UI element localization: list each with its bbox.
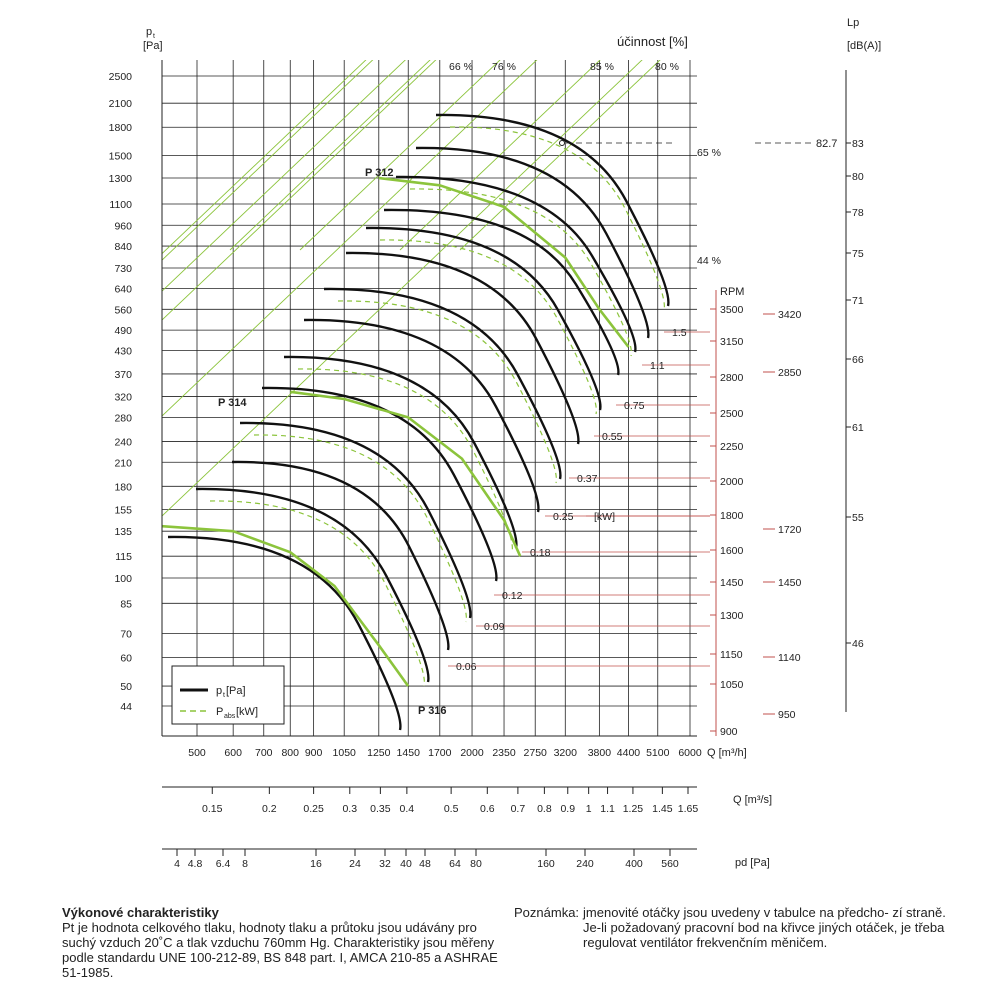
efficiency-line [100,0,900,350]
x-tick-label: 1700 [428,747,452,759]
x-tick-label: 700 [254,747,273,759]
flow-tick-label: 1.65 [677,803,699,815]
y-tick-label: 2100 [108,98,132,111]
pd-tick-label: 8 [242,858,248,870]
pd-tick-label: 560 [661,858,679,870]
efficiency-label: 44 % [697,255,721,267]
flow-tick-label: 0.7 [510,803,526,815]
y-tick-label: 135 [114,526,132,539]
power-label: 0.18 [530,547,551,559]
rpm-tick-label: 2800 [720,372,744,384]
nominal-rpm-label: 2850 [778,367,802,379]
y-tick-label: 100 [114,572,132,585]
y-axis-subscript: t [153,33,155,40]
x-tick-label: 600 [224,747,242,759]
y-tick-label: 155 [114,504,132,517]
power-label: 0.09 [484,621,505,633]
pd-tick-label: 40 [400,858,412,870]
description-title: Výkonové charakteristiky [62,905,219,920]
legend-pabs-sub: abs [224,713,236,720]
rpm-tick-label: 2250 [720,441,744,453]
note-label: Poznámka: [514,905,580,920]
y-axis-symbol: p [146,26,153,38]
y-tick-label: 490 [114,325,132,338]
rpm-tick-label: 2000 [720,476,744,488]
y-tick-label: 240 [114,436,132,449]
flow-tick-label: 0.35 [370,803,391,815]
x-tick-label: 2000 [460,747,484,759]
y-tick-label: 840 [114,241,132,254]
nominal-rpm-label: 950 [778,709,796,721]
y-tick-label: 70 [120,628,132,641]
nominal-rpm-label: 1140 [778,652,801,664]
pd-tick-label: 80 [470,858,482,870]
efficiency-line [460,0,1000,250]
pd-tick-label: 4 [174,858,180,870]
efficiency-label: 85 % [590,61,614,73]
efficiency-line [20,0,820,395]
pd-tick-label: 16 [310,858,322,870]
nominal-rpm-label: 3420 [778,309,802,321]
legend-pt-unit: [Pa] [226,685,246,697]
power-label: 1.1 [650,360,665,372]
legend-pabs-unit: [kW] [236,706,258,718]
pd-tick-label: 160 [537,858,555,870]
rpm-scale-title: RPM [720,286,745,298]
sound-tick-label: 66 [852,354,864,366]
rpm-tick-label: 1450 [720,577,744,589]
rpm-tick-label: 3150 [720,336,744,348]
pressure-curve [324,289,560,479]
flow-tick-label: 0.4 [399,803,415,815]
y-tick-label: 730 [114,262,132,275]
x-tick-label: 3200 [553,747,577,759]
power-label: 1.5 [672,327,687,339]
flow-tick-label: 1.25 [622,803,644,815]
y-tick-label: 2500 [108,71,132,83]
sound-tick-label: 75 [852,248,864,260]
pd-axis-unit: pd [Pa] [735,857,770,869]
efficiency-line [400,0,1000,250]
y-tick-label: 180 [114,481,132,494]
y-tick-label: 280 [114,412,132,425]
sound-axis-title: Lp [847,17,860,29]
efficiency-label: 80 % [655,61,679,73]
y-tick-label: 560 [114,304,132,317]
y-tick-label: 210 [114,457,132,470]
flow-tick-label: 0.2 [262,803,277,815]
y-tick-label: 115 [115,551,132,564]
note-text: jmenovité otáčky jsou uvedeny v tabulce na předcho- zí straně. Je-li požadovaný pracovní bod na křivce jiných otáček, je třeba regulovat ventilátor frekvenčním měničem. [583,905,946,950]
x-tick-label: 900 [304,747,323,759]
efficiency-label: 76 % [492,61,516,73]
pd-tick-label: 400 [625,858,643,870]
rpm-tick-label: 1800 [720,510,744,522]
rpm-tick-label: 1050 [720,679,744,691]
pressure-curves [153,115,669,730]
flow-tick-label: 0.6 [480,803,495,815]
y-tick-label: 1300 [108,172,132,185]
sound-tick-label: 80 [852,171,864,183]
reference-point [560,141,565,146]
series-label: P 314 [218,397,247,409]
sound-tick-label: 55 [852,512,864,524]
flow-tick-label: 0.8 [537,803,552,815]
power-curve [210,501,424,686]
x-tick-label: 500 [188,747,206,759]
nominal-rpm-label: 1720 [778,524,802,536]
pressure-curve [346,253,578,444]
y-tick-label: 320 [114,391,132,404]
flow-tick-label: 1.1 [600,803,615,815]
power-curve [254,435,466,622]
y-tick-label: 370 [114,368,132,381]
power-curve [338,301,556,483]
y-tick-label: 50 [120,681,132,694]
power-label: 0.37 [577,473,598,485]
x-tick-label: 1450 [396,747,420,759]
series-label: P 316 [418,705,447,717]
x-tick-label: 2750 [523,747,547,759]
pressure-curve [240,423,470,618]
rpm-tick-label: 1300 [720,610,744,622]
x-tick-label: 5100 [646,747,670,759]
x-tick-label: 6000 [678,747,702,759]
note [514,905,954,950]
sound-reference-value: 82.7 [816,138,838,150]
rpm-tick-label: 1150 [720,649,743,661]
performance-description [62,905,502,980]
legend-pabs-symbol: P [216,706,224,718]
x-tick-label: 1250 [367,747,391,759]
x-tick-label: 2350 [492,747,516,759]
rpm-tick-label: 2500 [720,408,744,420]
series-label: P 312 [365,167,394,179]
flow-tick-label: 0.5 [443,803,459,815]
x-tick-label: 1050 [332,747,356,759]
pd-tick-label: 240 [576,858,594,870]
y-tick-label: 1500 [108,150,132,163]
pressure-curve [196,489,428,682]
flow-tick-label: 0.25 [303,803,324,815]
flow-tick-label: 0.9 [560,803,576,815]
sound-tick-label: 71 [852,295,864,307]
sound-tick-label: 46 [852,638,864,650]
pd-tick-label: 64 [449,858,461,870]
flow-tick-label: 1.45 [652,803,673,815]
flow-tick-label: 1 [585,803,592,815]
power-label: 0.06 [456,661,477,673]
efficiency-line [230,0,1000,250]
flow-tick-label: 0.3 [342,803,358,815]
y-tick-label: 60 [120,652,132,665]
x-tick-label: 3800 [587,747,612,759]
power-label: 0.55 [602,431,623,443]
power-label: 0.75 [624,400,645,412]
pd-tick-label: 32 [379,858,391,870]
pd-tick-label: 48 [419,858,431,870]
y-tick-label: 85 [120,598,132,611]
rpm-tick-label: 900 [720,726,738,738]
pd-tick-label: 24 [349,858,361,870]
legend-pt-symbol: p [216,685,223,697]
rpm-tick-label: 3500 [720,304,744,316]
y-axis-unit: [Pa] [143,40,163,52]
x-axis-unit: Q [m³/h] [707,747,747,759]
pressure-curve [262,388,496,581]
rpm-tick-label: 1600 [720,545,744,557]
y-tick-label: 1800 [108,122,132,135]
pressure-curve [304,320,538,512]
sound-tick-label: 78 [852,207,864,219]
efficiency-header: účinnost [%] [617,34,688,49]
sound-tick-label: 83 [852,138,864,150]
legend-pt-sub: t [223,692,225,699]
pd-tick-label: 6.4 [215,858,231,870]
legend [172,666,284,724]
flow-axis-unit: Q [m³/s] [733,794,773,806]
description-body: Pt je hodnota celkového tlaku, hodnoty tlaku a průtoku jsou udávány pro suchý vzduch 20˚C a tlak vzduchu 760mm Hg. Charakteristiky jsou měřeny podle standardu UNE 100-212-89, BS 848 part. I, AMCA 210-85 a ASHRAE 51-1985. [62,920,498,980]
power-label: [kW] [594,511,615,523]
nominal-rpm-label: 1450 [778,577,802,589]
y-tick-label: 1100 [109,199,132,212]
sound-tick-label: 61 [852,422,864,434]
sound-axis-unit: [dB(A)] [847,40,882,52]
power-label: 0.25 [553,511,574,523]
flow-tick-label: 0.15 [202,803,223,815]
efficiency-label: 66 % [449,61,473,73]
power-label: 0.12 [502,590,523,602]
x-tick-label: 4400 [616,747,641,759]
y-tick-label: 44 [120,701,132,713]
efficiency-label: 65 % [697,147,721,159]
y-tick-label: 430 [114,345,132,358]
y-tick-label: 640 [114,283,132,296]
x-tick-label: 800 [281,747,300,759]
pd-tick-label: 4.8 [187,858,203,870]
y-tick-label: 960 [114,220,132,233]
